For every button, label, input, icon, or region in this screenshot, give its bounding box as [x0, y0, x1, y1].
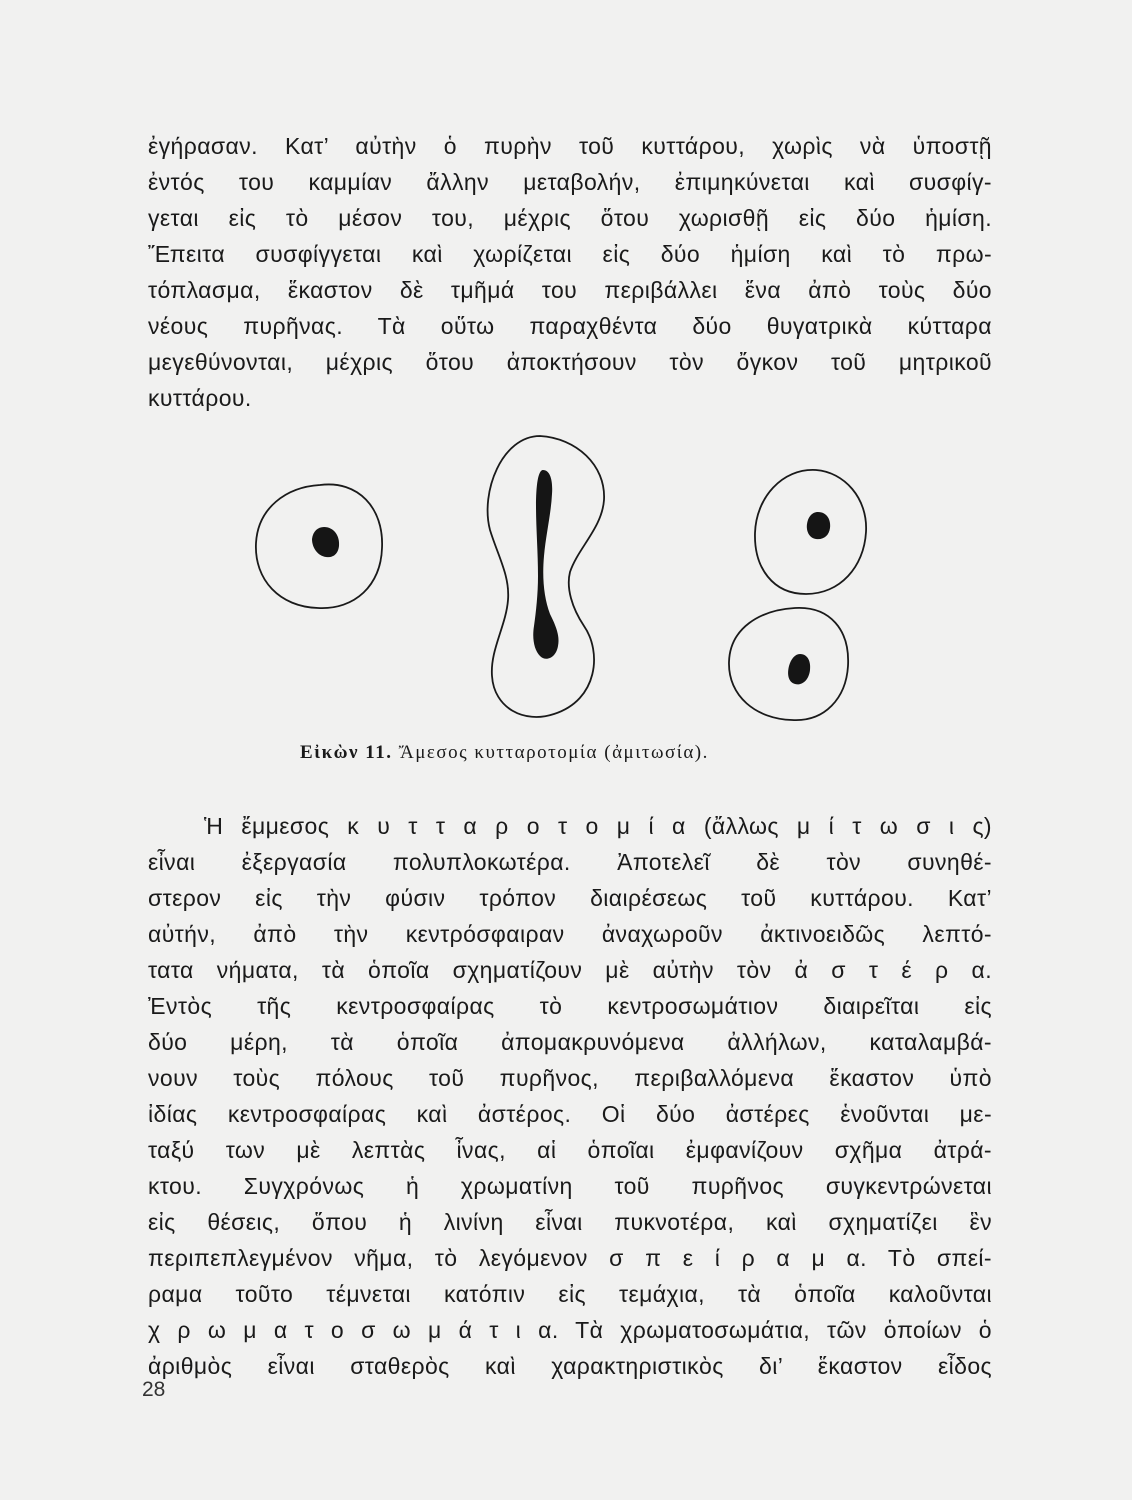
text-line: νουν τοὺς πόλους τοῦ πυρῆνος, περιβαλλόμενα ἕκαστον ὑπὸ: [148, 1065, 992, 1091]
amitosis-figure: [240, 430, 880, 730]
text-line: κυττάρου.: [148, 385, 252, 411]
text-line: μεγεθύνονται, μέχρις ὅτου ἀποκτήσουν τὸν ὄγκον τοῦ μητρικοῦ: [148, 349, 992, 375]
text-line: κτου. Συγχρόνως ἡ χρωματίνη τοῦ πυρῆνος συγκεντρώνεται: [148, 1173, 992, 1199]
daughter-cell-lower-membrane: [729, 608, 848, 720]
elongated-dividing-nucleus: [533, 470, 558, 659]
text-line: ἰδίας κεντροσφαίρας καὶ ἀστέρος. Οἱ δύο ἀστέρες ἑνοῦνται με-: [148, 1101, 992, 1127]
text-line: ταξύ των μὲ λεπτὰς ἶνας, αἱ ὁποῖαι ἐμφανίζουν σχῆμα ἀτρά-: [148, 1137, 992, 1163]
text-line: δύο μέρη, τὰ ὁποῖα ἀπομακρυνόμενα ἀλλήλων, καταλαμβά-: [148, 1029, 992, 1055]
paragraph-amitosis-description: [148, 128, 992, 416]
text-line: τατα νήματα, τὰ ὁποῖα σχηματίζουν μὲ αὐτὴν τὸν ἀ σ τ έ ρ α.: [148, 957, 992, 983]
text-line: εἰς θέσεις, ὅπου ἡ λινίνη εἶναι πυκνοτέρα, καὶ σχηματίζει ἓν: [148, 1209, 992, 1235]
figure-caption: [300, 742, 860, 764]
text-line: περιπεπλεγμένον νῆμα, τὸ λεγόμενον σ π ε ί ρ α μ α. Τὸ σπεί-: [148, 1245, 992, 1271]
text-line: Ἔπειτα συσφίγγεται καὶ χωρίζεται εἰς δύο ἡμίση καὶ τὸ πρω-: [148, 241, 992, 267]
text-line: ἀριθμὸς εἶναι σταθερὸς καὶ χαρακτηριστικὸς δι’ ἕκαστον εἶδος: [148, 1353, 992, 1379]
upper-daughter-nucleus: [807, 512, 830, 539]
paragraph-mitosis-description: [148, 808, 992, 1384]
text-line: στερον εἰς τὴν φύσιν τρόπον διαιρέσεως τοῦ κυττάρου. Κατ’: [148, 885, 992, 911]
text-line: εἶναι ἐξεργασία πολυπλοκωτέρα. Ἀποτελεῖ δὲ τὸν συνηθέ-: [148, 849, 992, 875]
caption-label: Εἰκὼν 11.: [300, 742, 393, 763]
lower-daughter-nucleus: [788, 654, 810, 684]
caption-text: Ἄμεσος κυτταροτομία (ἀμιτωσία).: [398, 742, 709, 763]
cell-division-illustration: [240, 430, 880, 730]
text-line: αὐτήν, ἀπὸ τὴν κεντρόσφαιραν ἀναχωροῦν ἀκτινοειδῶς λεπτό-: [148, 921, 992, 947]
text-line: ραμα τοῦτο τέμνεται κατόπιν εἰς τεμάχια, τὰ ὁποῖα καλοῦνται: [148, 1281, 992, 1307]
mother-cell-nucleus: [312, 527, 339, 557]
text-line: Ἡ ἔμμεσος κ υ τ τ α ρ ο τ ο μ ί α (ἄλλως μ ί τ ω σ ι ς): [204, 813, 992, 839]
page-number: 28: [142, 1378, 166, 1401]
text-line: ἐντός του καμμίαν ἄλλην μεταβολήν, ἐπιμηκύνεται καὶ συσφίγ-: [148, 169, 992, 195]
text-line: τόπλασμα, ἕκαστον δὲ τμῆμά του περιβάλλει ἕνα ἀπὸ τοὺς δύο: [148, 277, 992, 303]
text-line: νέους πυρῆνας. Τὰ οὕτω παραχθέντα δύο θυγατρικὰ κύτταρα: [148, 313, 992, 339]
text-line: ἐγήρασαν. Κατ’ αὐτὴν ὁ πυρὴν τοῦ κυττάρου, χωρὶς νὰ ὑποστῇ: [148, 133, 992, 159]
text-line: γεται εἰς τὸ μέσον του, μέχρις ὅτου χωρισθῇ εἰς δύο ἡμίση.: [148, 205, 992, 231]
text-line: χ ρ ω μ α τ ο σ ω μ ά τ ι α. Τὰ χρωματοσωμάτια, τῶν ὁποίων ὁ: [148, 1317, 992, 1343]
text-line: Ἐντὸς τῆς κεντροσφαίρας τὸ κεντροσωμάτιον διαιρεῖται εἰς: [148, 993, 992, 1019]
